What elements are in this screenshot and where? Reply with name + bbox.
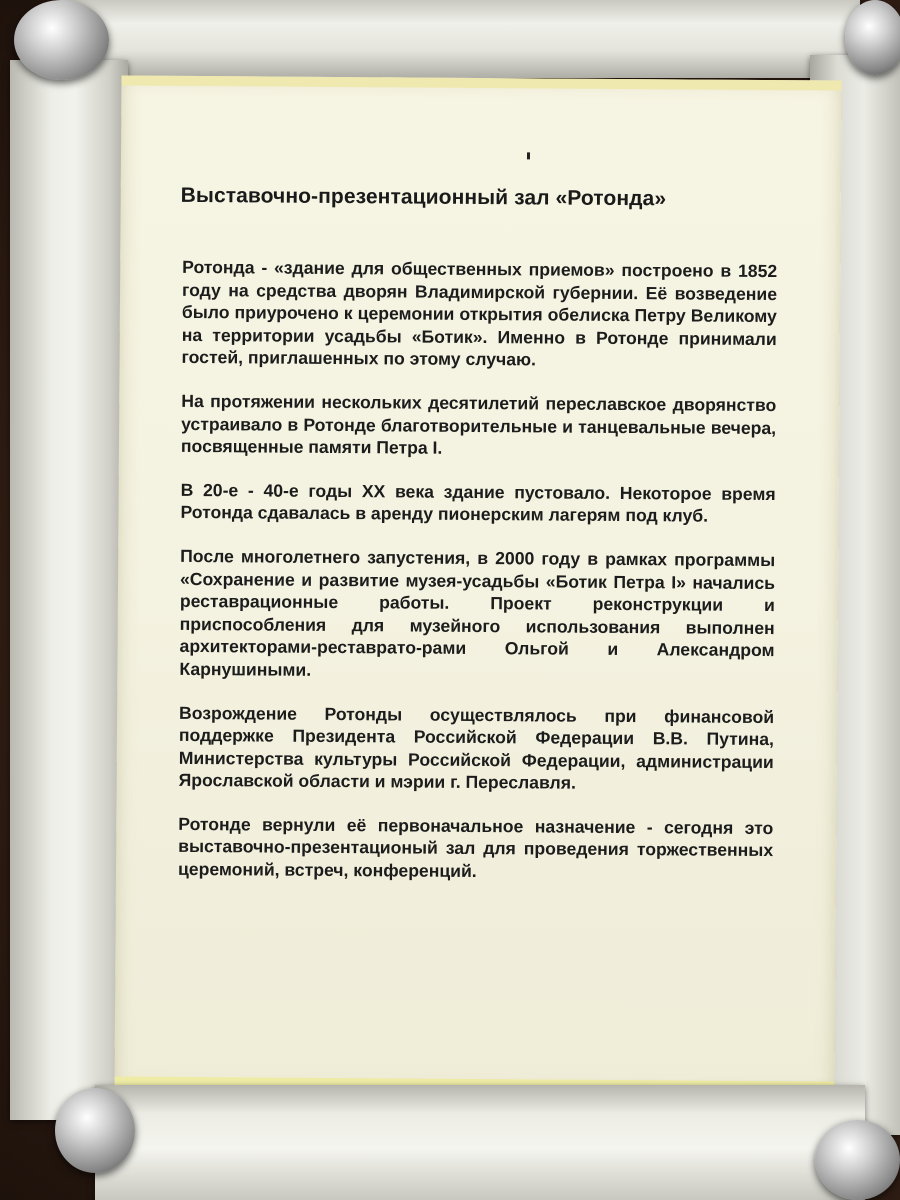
frame-corner-top-left [14, 0, 109, 80]
info-sign-paper [114, 75, 841, 1095]
sign-body [178, 256, 777, 906]
paragraph-2: На протяжении нескольких десятилетий переславское дворянство устраивало в Ротонде благотворительные и танцевальные вечера, посвященные памяти Петра I. [180, 390, 777, 458]
frame-corner-bottom-right [815, 1120, 900, 1200]
sign-title: Выставочно-презентационный зал «Ротонда» [180, 183, 667, 211]
paragraph-3: В 20-е - 40-е годы XX века здание пустовало. Некоторое время Ротонда сдавалась в аренду пионерским лагерям под клуб. [180, 479, 776, 526]
frame-rail-left [10, 60, 128, 1120]
frame-rail-top [60, 0, 860, 78]
frame-corner-top-right [845, 0, 900, 75]
paper-mark [527, 152, 530, 159]
frame-corner-bottom-left [55, 1088, 135, 1173]
paragraph-1: Ротонда - «здание для общественных приемов» построено в 1852 году на средства дворян Владимирской губернии. Её возведение было приурочено к церемонии открытия обелиска Петру Великому на территории усадьбы «Ботик». Именно в Ротонде принимали гостей, приглашенных по этому случаю. [181, 256, 778, 370]
paragraph-6: Ротонде вернули её первоначальное назначение - сегодня это выставочно-презентационый зал для проведения торжественных церемоний, встреч, конференций. [177, 813, 774, 882]
paragraph-4: После многолетнего запустения, в 2000 году в рамках программы «Сохранение и развитие музея-усадьбы «Ботик Петра I» начались реставрационные работы. Проект реконструкции и приспособления для музейного использования выполнен архитекторами-реставрато-рами Ольгой и Александром Карнушиными. [179, 545, 776, 680]
paragraph-5: Возрождение Ротонды осуществлялось при финансовой поддержке Президента Российской Федерации В.В. Путина, Министерства культуры Российской Федерации, администрации Ярославской области и мэрии г. Переславля. [178, 702, 775, 793]
frame-rail-bottom [95, 1085, 865, 1200]
